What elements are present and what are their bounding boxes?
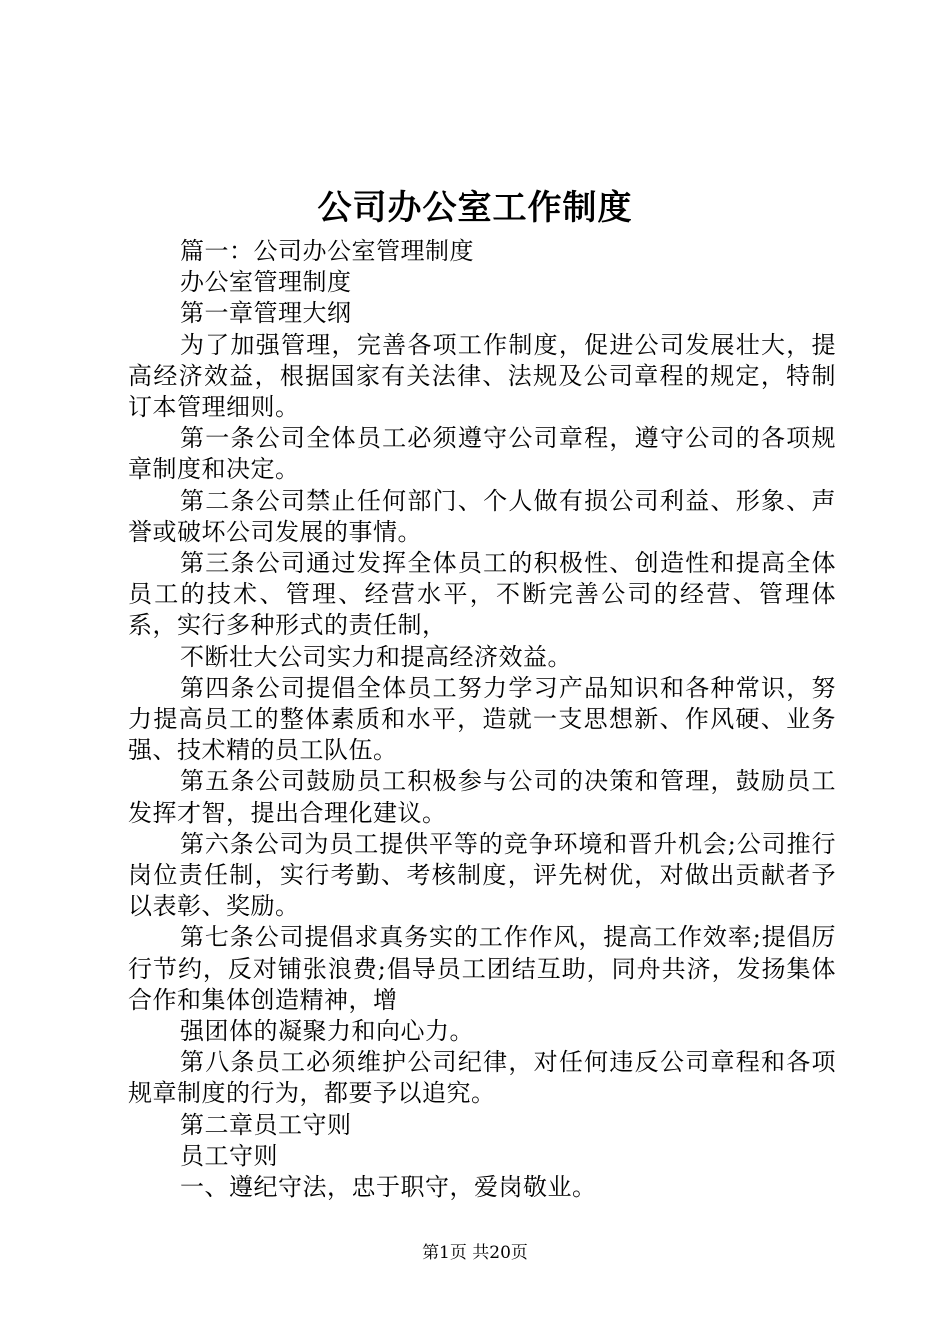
- paragraph: 第五条公司鼓励员工积极参与公司的决策和管理，鼓励员工发挥才智，提出合理化建议。: [128, 767, 836, 827]
- paragraph: 第七条公司提倡求真务实的工作作风，提高工作效率;提倡厉行节约，反对铺张浪费;倡导员工团结互助，同舟共济，发扬集体合作和集体创造精神，增: [128, 923, 836, 1014]
- paragraph: 强团体的凝聚力和向心力。: [180, 1017, 474, 1046]
- paragraph: 不断壮大公司实力和提高经济效益。: [180, 642, 572, 671]
- paragraph: 第六条公司为员工提供平等的竞争环境和晋升机会;公司推行岗位责任制，实行考勤、考核制度，评先树优，对做出贡献者予以表彰、奖励。: [128, 829, 836, 921]
- paragraph: 第三条公司通过发挥全体员工的积极性、创造性和提高全体员工的技术、管理、经营水平，不断完善公司的经营、管理体系，实行多种形式的责任制，: [128, 549, 836, 640]
- paragraph: 第二章员工守则: [180, 1110, 352, 1139]
- paragraph: 办公室管理制度: [180, 268, 352, 297]
- paragraph: 第一条公司全体员工必须遵守公司章程，遵守公司的各项规章制度和决定。: [128, 424, 836, 484]
- paragraph: 第四条公司提倡全体员工努力学习产品知识和各种常识，努力提高员工的整体素质和水平，造就一支思想新、作风硬、业务强、技术精的员工队伍。: [128, 673, 836, 765]
- document-body: [128, 236, 836, 1203]
- paragraph: 第二条公司禁止任何部门、个人做有损公司利益、形象、声誉或破坏公司发展的事情。: [128, 486, 836, 546]
- document-title: 公司办公室工作制度: [317, 188, 633, 228]
- paragraph: 第八条员工必须维护公司纪律，对任何违反公司章程和各项规章制度的行为，都要予以追究。: [128, 1048, 836, 1108]
- paragraph: 篇一：公司办公室管理制度: [180, 237, 474, 265]
- paragraph: 第一章管理大纲: [180, 299, 352, 328]
- paragraph: 员工守则: [180, 1141, 278, 1170]
- page-footer: 第1页 共20页: [422, 1243, 528, 1263]
- paragraph: 为了加强管理，完善各项工作制度，促进公司发展壮大，提高经济效益，根据国家有关法律、法规及公司章程的规定，特制订本管理细则。: [128, 330, 836, 422]
- paragraph: 一、遵纪守法，忠于职守，爱岗敬业。: [180, 1173, 597, 1202]
